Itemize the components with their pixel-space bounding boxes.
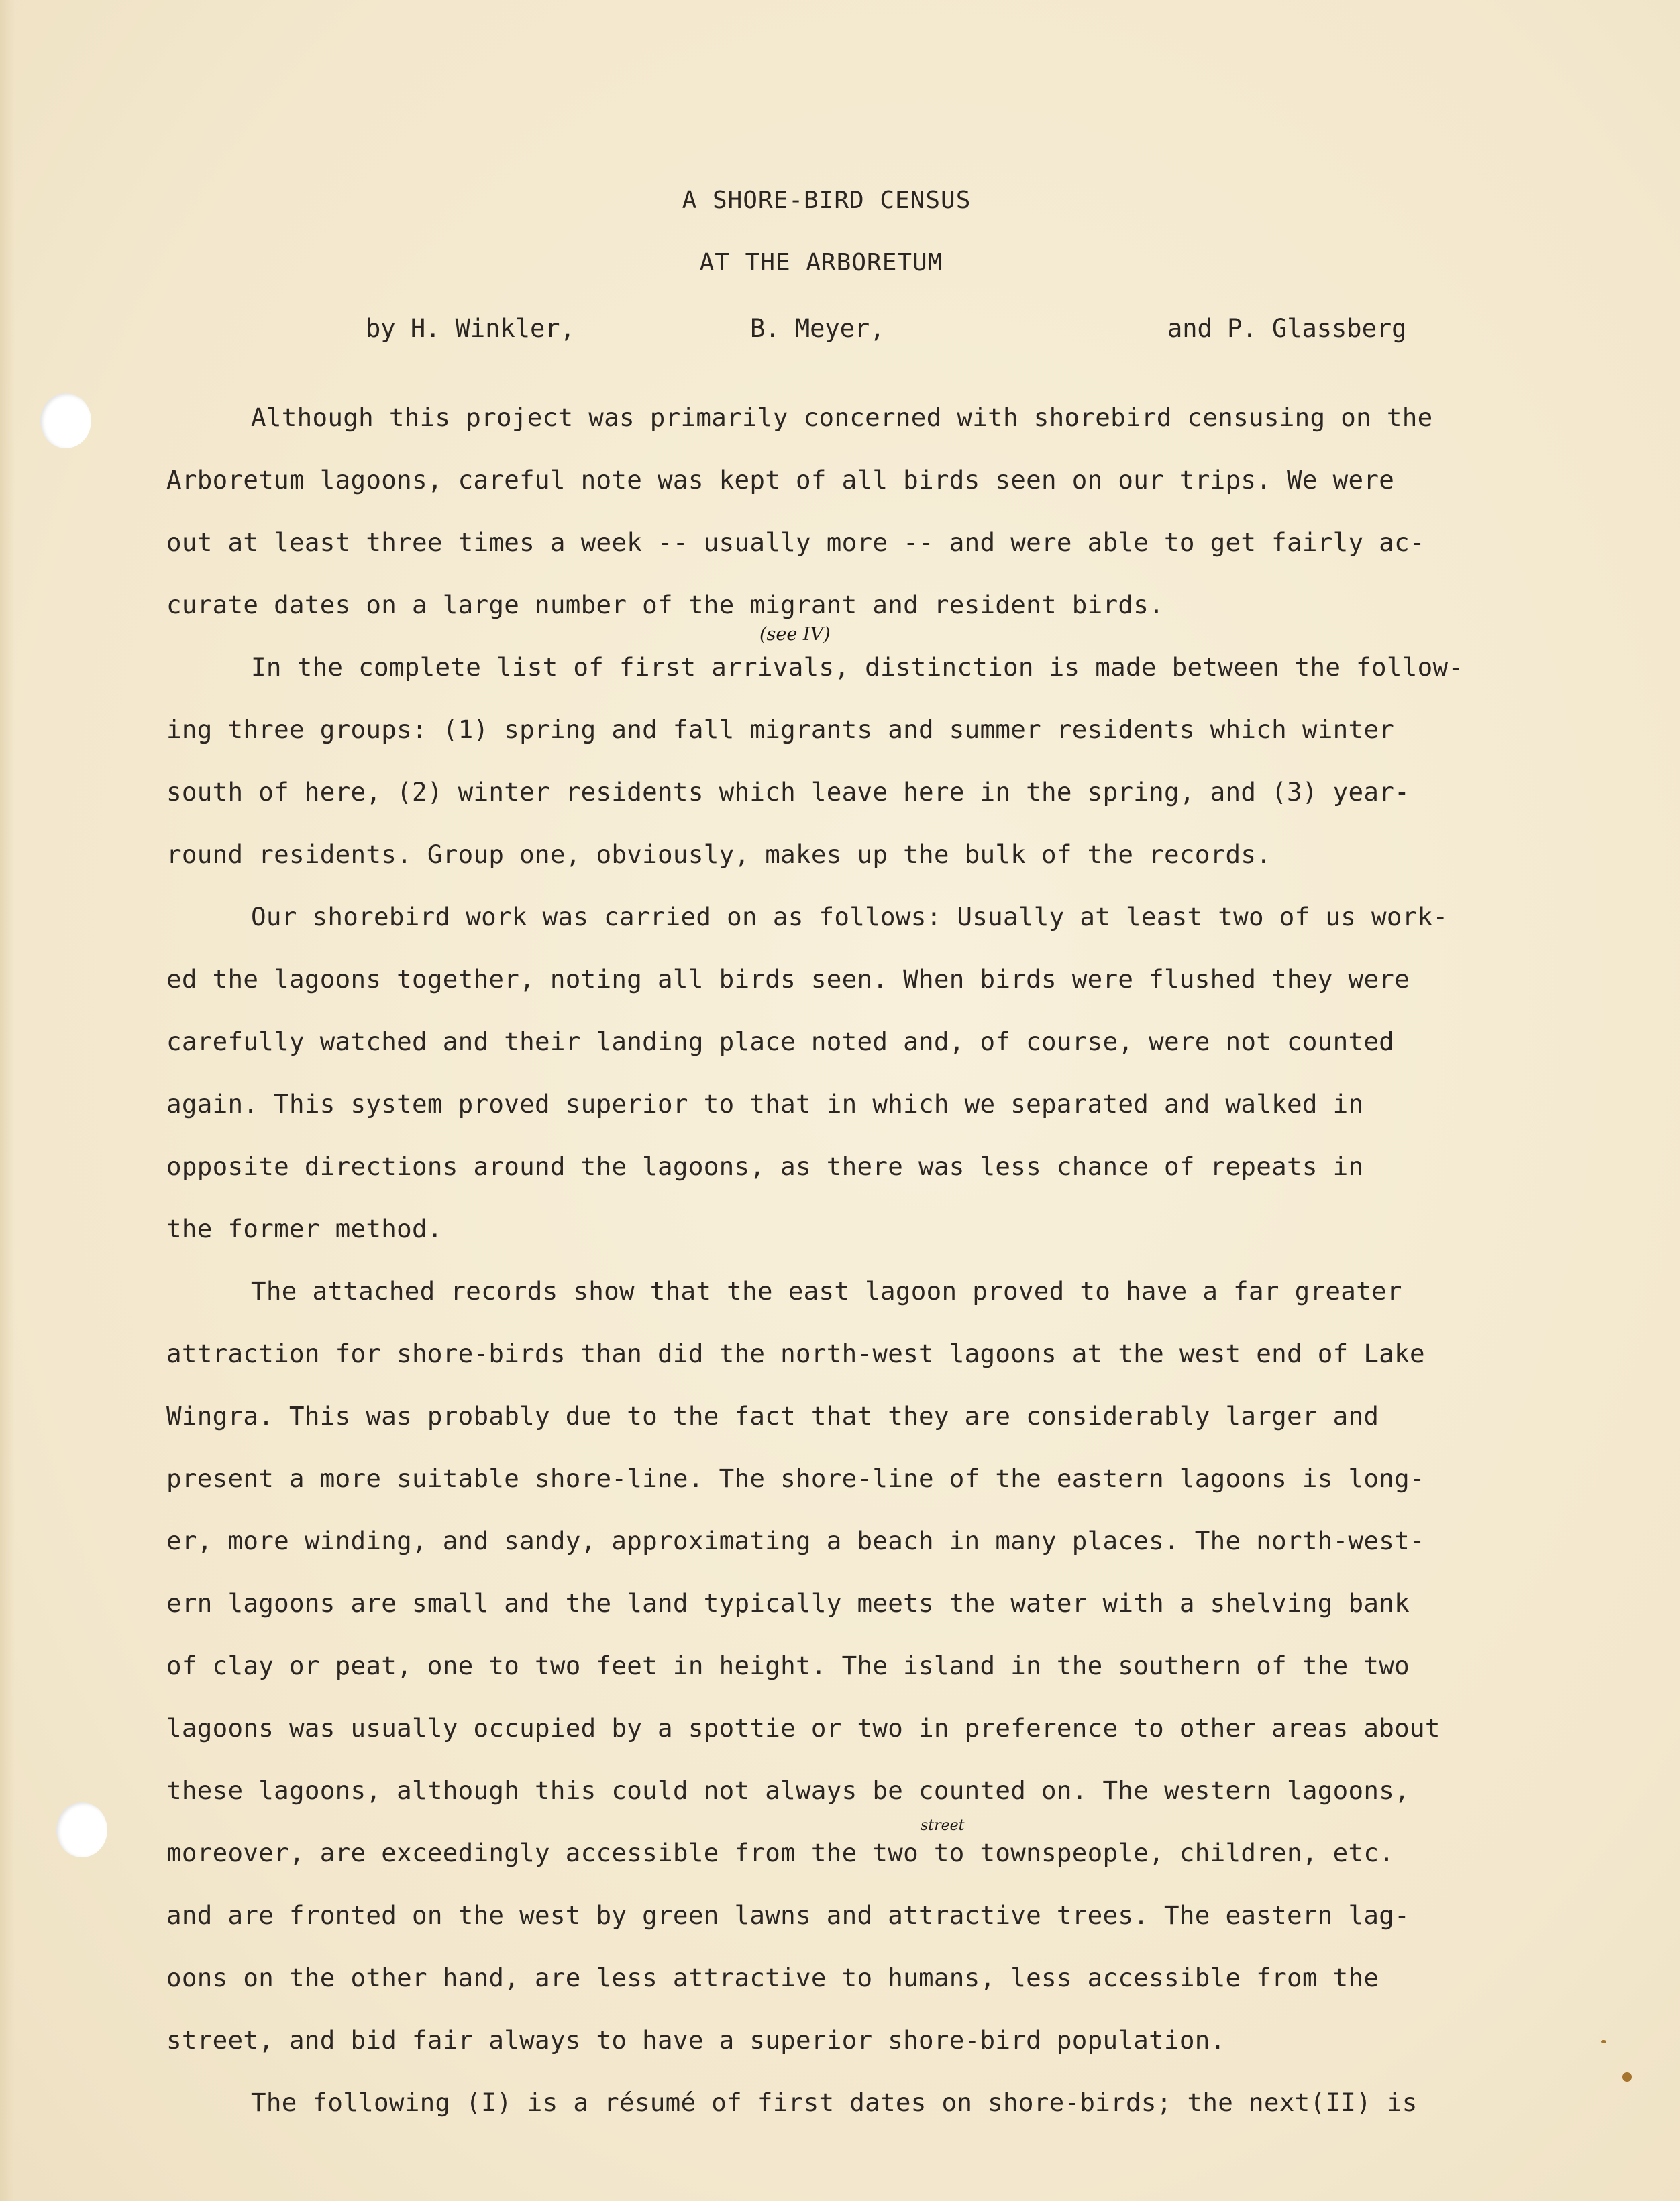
text-line: Our shorebird work was carried on as follows: Usually at least two of us work- (251, 902, 1449, 931)
document-title: A SHORE-BIRD CENSUS (682, 187, 972, 214)
text-line: Wingra. This was probably due to the fact that they are considerably larger and (166, 1401, 1379, 1431)
author-2: B. Meyer, (750, 314, 885, 343)
text-line: and are fronted on the west by green lawns and attractive trees. The eastern lag- (166, 1900, 1410, 1930)
text-line: The attached records show that the east lagoon proved to have a far greater (251, 1276, 1402, 1306)
stain-mark (1622, 2072, 1632, 2082)
text-line: ern lagoons are small and the land typically meets the water with a shelving bank (166, 1588, 1410, 1618)
text-line: again. This system proved superior to that in which we separated and walked in (166, 1089, 1364, 1119)
handwritten-annotation: street (921, 1817, 965, 1834)
text-line: out at least three times a week -- usually more -- and were able to get fairly ac- (166, 527, 1425, 557)
text-line: attraction for shore-birds than did the north-west lagoons at the west end of Lake (166, 1339, 1425, 1368)
text-line: carefully watched and their landing place noted and, of course, were not counted (166, 1027, 1395, 1056)
text-line: south of here, (2) winter residents which leave here in the spring, and (3) year- (166, 777, 1410, 807)
text-line: round residents. Group one, obviously, makes up the bulk of the records. (166, 839, 1272, 869)
text-line: these lagoons, although this could not always be counted on. The western lagoons, (166, 1776, 1410, 1805)
text-line: ed the lagoons together, noting all birds seen. When birds were flushed they were (166, 964, 1410, 994)
text-line: the former method. (166, 1214, 443, 1243)
punch-hole-top (40, 393, 91, 448)
document-subtitle: AT THE ARBORETUM (699, 249, 943, 276)
author-3: and P. Glassberg (1167, 314, 1407, 343)
text-line: of clay or peat, one to two feet in height. The island in the southern of the two (166, 1651, 1410, 1680)
text-line: ing three groups: (1) spring and fall migrants and summer residents which winter (166, 715, 1395, 744)
punch-hole-bottom (56, 1802, 107, 1857)
text-line: The following (I) is a résumé of first dates on shore-birds; the next(II) is (251, 2088, 1418, 2117)
text-line: Arboretum lagoons, careful note was kept of all birds seen on our trips. We were (166, 465, 1395, 495)
text-line: street, and bid fair always to have a superior shore-bird population. (166, 2025, 1226, 2055)
text-line: Although this project was primarily concerned with shorebird censusing on the (251, 403, 1433, 432)
text-line: er, more winding, and sandy, approximating a beach in many places. The north-west- (166, 1526, 1425, 1555)
text-line: lagoons was usually occupied by a spottie or two in preference to other areas about (166, 1713, 1440, 1743)
text-line: curate dates on a large number of the migrant and resident birds. (166, 590, 1164, 619)
text-line: present a more suitable shore-line. The shore-line of the eastern lagoons is long- (166, 1464, 1425, 1493)
text-line: opposite directions around the lagoons, as there was less chance of repeats in (166, 1151, 1364, 1181)
handwritten-annotation: (see IV) (759, 624, 831, 645)
text-line: In the complete list of first arrivals, distinction is made between the follow- (251, 652, 1464, 682)
author-1: by H. Winkler, (366, 314, 575, 343)
stain-mark (1601, 2040, 1606, 2043)
text-line: oons on the other hand, are less attractive to humans, less accessible from the (166, 1963, 1379, 1992)
page-edge-shadow (0, 0, 15, 2201)
text-line: moreover, are exceedingly accessible from the two to townspeople, children, etc. (166, 1838, 1395, 1867)
